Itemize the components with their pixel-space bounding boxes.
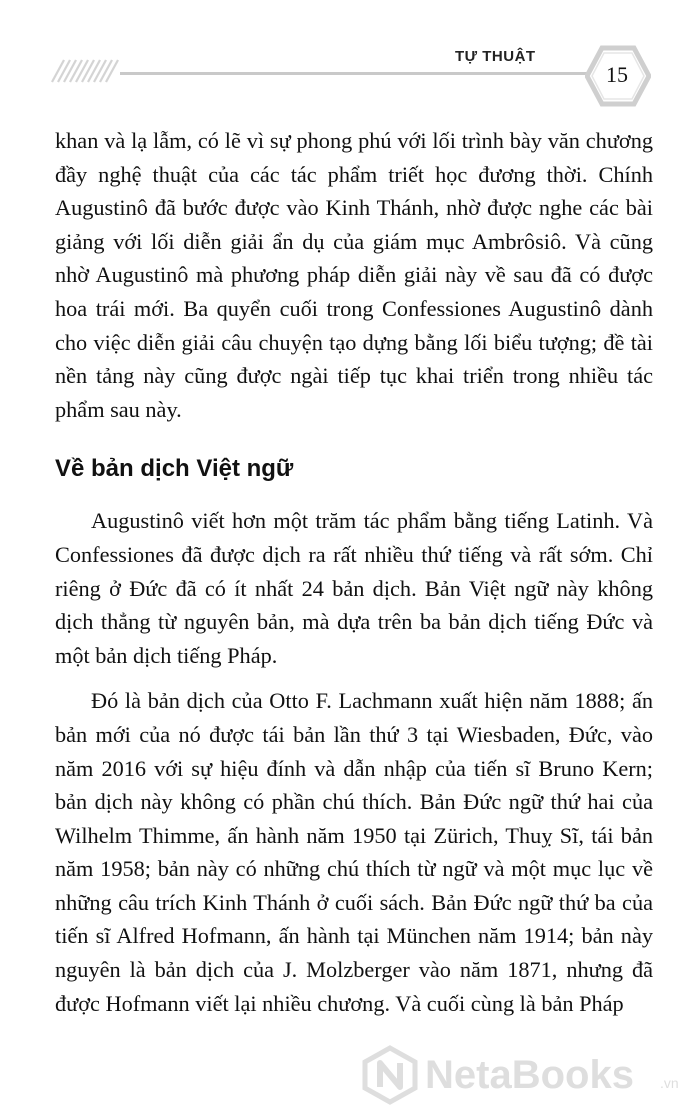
section-heading: Về bản dịch Việt ngữ	[55, 455, 294, 483]
header-rule	[120, 72, 590, 75]
netabooks-logo-icon	[360, 1045, 420, 1105]
header-hatch-decoration	[50, 58, 130, 84]
watermark	[360, 1045, 690, 1105]
paragraph-gap	[55, 672, 653, 684]
body-paragraph: khan và lạ lẫm, có lẽ vì sự phong phú với lối trình bày văn chương đầy nghệ thuật của các tác phẩm triết học đương thời. Chính Augustinô đã bước được vào Kinh Thánh, nhờ được nghe các bài giảng với lối diễn giải ẩn dụ của giám mục Ambrôsiô. Và cũng nhờ Augustinô mà phương pháp diễn giải này về sau đã có được hoa trái mới. Ba quyển cuối trong Confessiones Augustinô dành cho việc diễn giải câu chuyện tạo dựng bằng lối biểu tượng; đề tài nền tảng này cũng được ngài tiếp tục khai triển trong nhiều tác phẩm sau này.	[55, 128, 653, 422]
body-paragraph: Augustinô viết hơn một trăm tác phẩm bằng tiếng Latinh. Và Confessiones đã được dịch ra rất nhiều thứ tiếng và rất sớm. Chỉ riêng ở Đức đã có ít nhất 24 bản dịch. Bản Việt ngữ này không dịch thẳng từ nguyên bản, mà dựa trên ba bản dịch tiếng Đức và một bản dịch tiếng Pháp.	[55, 508, 653, 668]
body-paragraph: Đó là bản dịch của Otto F. Lachmann xuất hiện năm 1888; ấn bản mới của nó được tái bản lần thứ 3 tại Wiesbaden, Đức, vào năm 2016 với sự hiệu đính và dẫn nhập của tiến sĩ Bruno Kern; bản dịch này không có phần chú thích. Bản Đức ngữ thứ hai của Wilhelm Thimme, ấn hành năm 1950 tại Zürich, Thuỵ Sĩ, tái bản năm 1958; bản này có những chú thích từ ngữ và một mục lục về những câu trích Kinh Thánh ở cuối sách. Bản Đức ngữ thứ ba của tiến sĩ Alfred Hofmann, ấn hành tại München năm 1914; bản này nguyên là bản dịch của J. Molzberger vào năm 1871, nhưng đã được Hofmann viết lại nhiều chương. Và cuối cùng là bản Pháp	[55, 688, 653, 1016]
page-number: 15	[606, 62, 628, 87]
running-title: TỰ THUẬT	[455, 48, 536, 65]
page-header	[0, 0, 700, 110]
watermark-suffix: .vn	[660, 1075, 679, 1091]
page-body	[55, 124, 653, 1020]
watermark-text: NetaBooks	[425, 1053, 634, 1097]
